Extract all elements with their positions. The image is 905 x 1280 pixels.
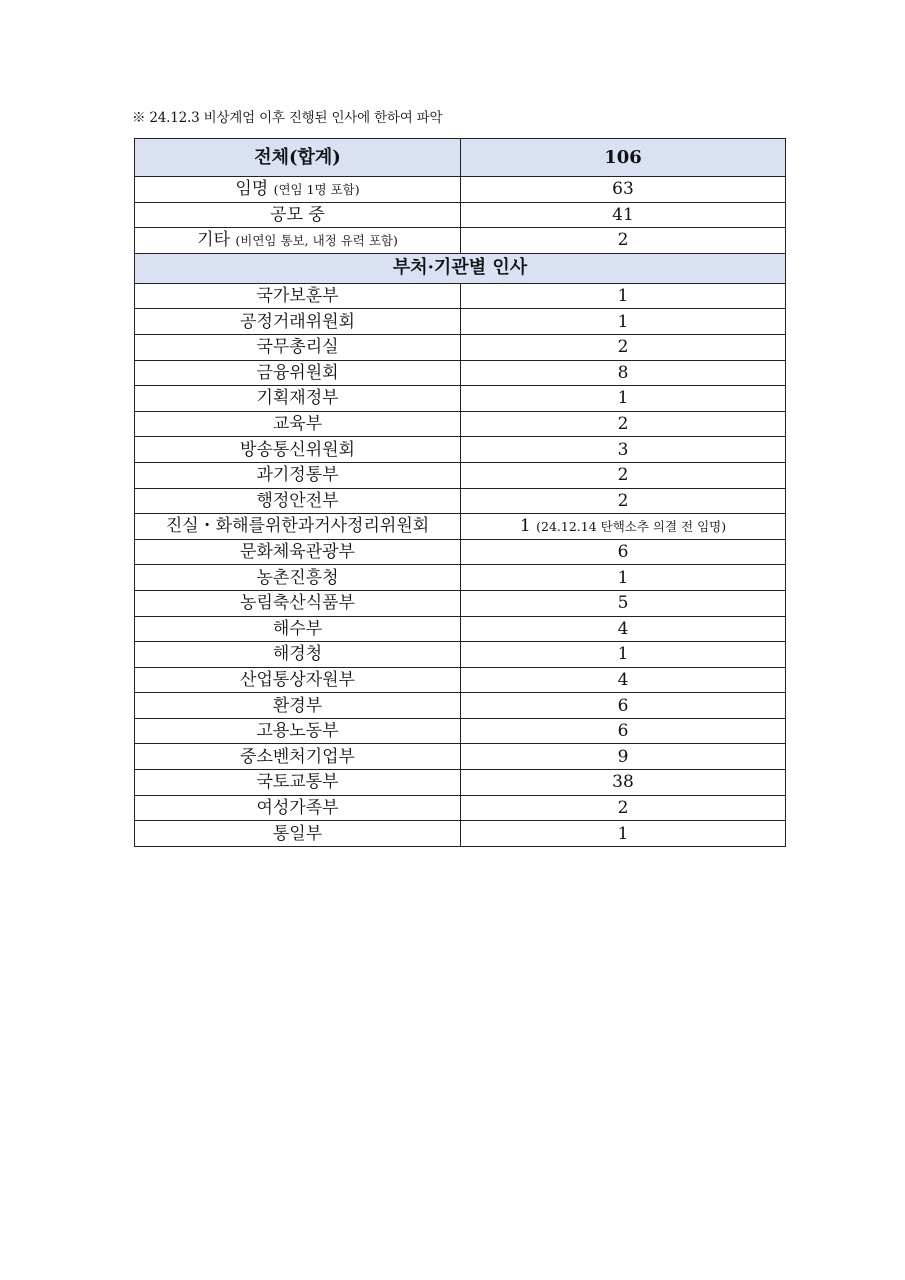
agency-count-cell [461,795,786,821]
agency-count-cell [461,642,786,668]
agency-name: 국가보훈부 [135,283,461,309]
agency-name: 국토교통부 [135,770,461,796]
agency-count-cell [461,539,786,565]
summary-label-cell [135,202,461,228]
agency-count: 38 [612,772,634,793]
summary-row [135,202,786,228]
agency-row [135,667,786,693]
agency-count-cell [461,386,786,412]
agency-row [135,590,786,616]
agency-count-cell [461,283,786,309]
agency-count-cell [461,514,786,540]
agency-row [135,334,786,360]
summary-label: 기타 [197,229,230,250]
agency-row [135,642,786,668]
agency-count: 2 [617,465,629,486]
summary-value: 63 [461,177,786,203]
agency-row [135,437,786,463]
agency-count: 6 [617,721,629,742]
agency-row [135,539,786,565]
agency-count: 9 [617,746,629,767]
summary-label: 공모 중 [270,204,325,225]
agency-name: 교육부 [135,411,461,437]
agency-name: 행정안전부 [135,488,461,514]
agency-count: 2 [617,414,629,435]
footnote-note: ※ 24.12.3 비상계엄 이후 진행된 인사에 한하여 파악 [132,110,443,126]
agency-count: 6 [617,695,629,716]
agency-row [135,309,786,335]
agency-name: 중소벤처기업부 [135,744,461,770]
agency-count: 2 [617,490,629,511]
agency-name: 기획재정부 [135,386,461,412]
agency-name: 농촌진흥청 [135,565,461,591]
agency-count-cell [461,718,786,744]
agency-name: 금융위원회 [135,360,461,386]
agency-row [135,616,786,642]
agency-count: 6 [617,542,629,563]
agency-name: 여성가족부 [135,795,461,821]
summary-value: 2 [461,228,786,254]
summary-sub: (비연임 통보, 내정 유력 포함) [235,232,398,248]
agency-count-cell [461,334,786,360]
agency-count: 4 [617,669,629,690]
agency-count-cell [461,360,786,386]
agency-count: 2 [617,797,629,818]
agency-row [135,386,786,412]
agency-count-cell [461,770,786,796]
agency-count: 4 [617,618,629,639]
total-value: 106 [461,139,786,177]
summary-label-cell [135,228,461,254]
agency-name: 국무총리실 [135,334,461,360]
agency-count: 3 [617,439,629,460]
agency-count-cell [461,744,786,770]
agency-count: 1 [617,567,629,588]
agency-count-cell [461,821,786,847]
agency-name: 농림축산식품부 [135,590,461,616]
personnel-table [134,138,786,847]
agency-name: 과기정통부 [135,462,461,488]
agency-row [135,795,786,821]
agency-name: 공정거래위원회 [135,309,461,335]
agency-count-cell [461,462,786,488]
agency-count-cell [461,565,786,591]
agency-name: 산업통상자원부 [135,667,461,693]
agency-count-cell [461,411,786,437]
agency-count: 1 [617,311,629,332]
agency-row [135,770,786,796]
agency-name: 문화체육관광부 [135,539,461,565]
agency-count: 5 [617,593,629,614]
summary-label-cell [135,177,461,203]
agency-count: 8 [617,362,629,383]
agency-row [135,360,786,386]
agency-row [135,821,786,847]
agency-note: (24.12.14 탄핵소추 의결 전 임명) [536,518,727,534]
agency-count-cell [461,488,786,514]
agency-name: 방송통신위원회 [135,437,461,463]
summary-label: 임명 [235,178,269,199]
agency-row [135,565,786,591]
total-row [135,139,786,177]
section-title: 부처·기관별 인사 [135,253,786,283]
agency-name: 해수부 [135,616,461,642]
agency-row [135,462,786,488]
agency-count: 2 [617,337,629,358]
agency-row [135,718,786,744]
agency-count-cell [461,309,786,335]
agency-name: 통일부 [135,821,461,847]
agency-count-cell [461,667,786,693]
agency-count: 1 [617,286,629,307]
summary-value: 41 [461,202,786,228]
agency-row [135,411,786,437]
agency-row [135,744,786,770]
agency-count: 1 [617,823,629,844]
agency-count-cell [461,590,786,616]
agency-count-cell [461,437,786,463]
agency-name: 고용노동부 [135,718,461,744]
agency-row [135,693,786,719]
summary-row [135,177,786,203]
summary-row [135,228,786,254]
agency-row [135,514,786,540]
agency-row [135,283,786,309]
total-label: 전체(합계) [135,139,461,177]
table-body [135,139,786,847]
agency-count: 1 [617,388,629,409]
agency-count-cell [461,693,786,719]
agency-name: 해경청 [135,642,461,668]
agency-row [135,488,786,514]
agency-name: 환경부 [135,693,461,719]
agency-count: 1 [617,644,629,665]
summary-sub: (연임 1명 포함) [273,181,360,197]
agency-name: 진실・화해를위한과거사정리위원회 [135,514,461,540]
agency-count: 1 [519,515,531,536]
section-header-row [135,253,786,283]
agency-count-cell [461,616,786,642]
